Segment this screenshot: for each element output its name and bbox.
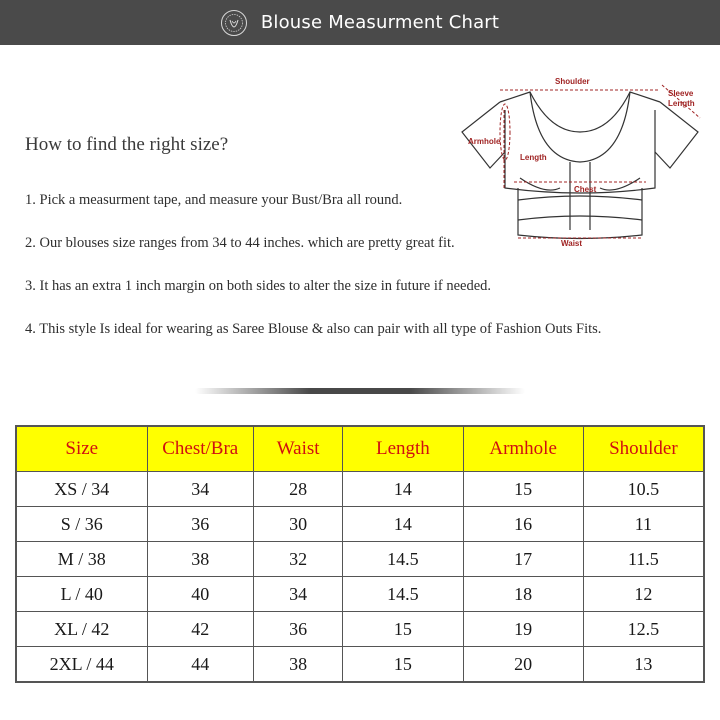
cell-shoulder: 12.5 [583,612,703,647]
column-header-length: Length [343,427,463,472]
cell-waist: 32 [254,542,343,577]
table-row [17,647,704,682]
table-row [17,612,704,647]
cell-armhole: 17 [463,542,583,577]
cell-waist: 36 [254,612,343,647]
cell-chest: 42 [147,612,253,647]
diagram-label-armhole: Armhole [468,137,501,146]
cell-size: M / 38 [17,542,148,577]
cell-length: 15 [343,647,463,682]
column-header-chest: Chest/Bra [147,427,253,472]
blouse-measurement-diagram [450,70,710,255]
cell-shoulder: 12 [583,577,703,612]
table-row [17,472,704,507]
cell-shoulder: 11.5 [583,542,703,577]
column-header-shoulder: Shoulder [583,427,703,472]
cell-size: L / 40 [17,577,148,612]
cell-chest: 38 [147,542,253,577]
cell-waist: 34 [254,577,343,612]
instruction-step: 3. It has an extra 1 inch margin on both sides to alter the size in future if needed. [25,278,492,294]
instruction-step: 4. This style Is ideal for wearing as Saree Blouse & also can pair with all type of Fashion Outs Fits. [25,321,602,337]
cell-armhole: 20 [463,647,583,682]
cell-chest: 34 [147,472,253,507]
cell-shoulder: 11 [583,507,703,542]
table-header-row [17,427,704,472]
diagram-label-sleeve-length: Length [668,99,695,108]
column-header-size: Size [17,427,148,472]
cell-length: 14 [343,507,463,542]
header-bar [0,0,720,45]
cell-length: 14.5 [343,542,463,577]
diagram-label-shoulder: Shoulder [555,77,590,86]
table-row [17,507,704,542]
cell-shoulder: 13 [583,647,703,682]
cell-size: S / 36 [17,507,148,542]
diagram-label-waist: Waist [561,239,583,248]
cell-length: 14.5 [343,577,463,612]
diagram-label-sleeve: Sleeve [668,89,694,98]
instructions-heading: How to find the right size? [25,134,229,155]
size-chart-table [15,425,705,683]
column-header-waist: Waist [254,427,343,472]
cell-size: XL / 42 [17,612,148,647]
diagram-label-length: Length [520,153,547,162]
instruction-step: 1. Pick a measurment tape, and measure your Bust/Bra all round. [25,192,403,208]
cell-size: XS / 34 [17,472,148,507]
page-title: Blouse Measurment Chart [260,12,500,33]
diagram-label-chest: Chest [574,185,597,194]
cell-length: 14 [343,472,463,507]
cell-armhole: 18 [463,577,583,612]
section-divider [195,388,525,394]
blouse-outline [462,92,698,239]
cell-armhole: 16 [463,507,583,542]
cell-waist: 28 [254,472,343,507]
cell-size: 2XL / 44 [17,647,148,682]
cell-length: 15 [343,612,463,647]
cell-waist: 30 [254,507,343,542]
cell-waist: 38 [254,647,343,682]
cell-chest: 40 [147,577,253,612]
table-row [17,542,704,577]
cell-armhole: 19 [463,612,583,647]
cell-chest: 36 [147,507,253,542]
column-header-armhole: Armhole [463,427,583,472]
cell-armhole: 15 [463,472,583,507]
monogram-logo-icon [221,10,247,36]
cell-chest: 44 [147,647,253,682]
cell-shoulder: 10.5 [583,472,703,507]
instruction-step: 2. Our blouses size ranges from 34 to 44 inches. which are pretty great fit. [25,235,455,251]
table-row [17,577,704,612]
